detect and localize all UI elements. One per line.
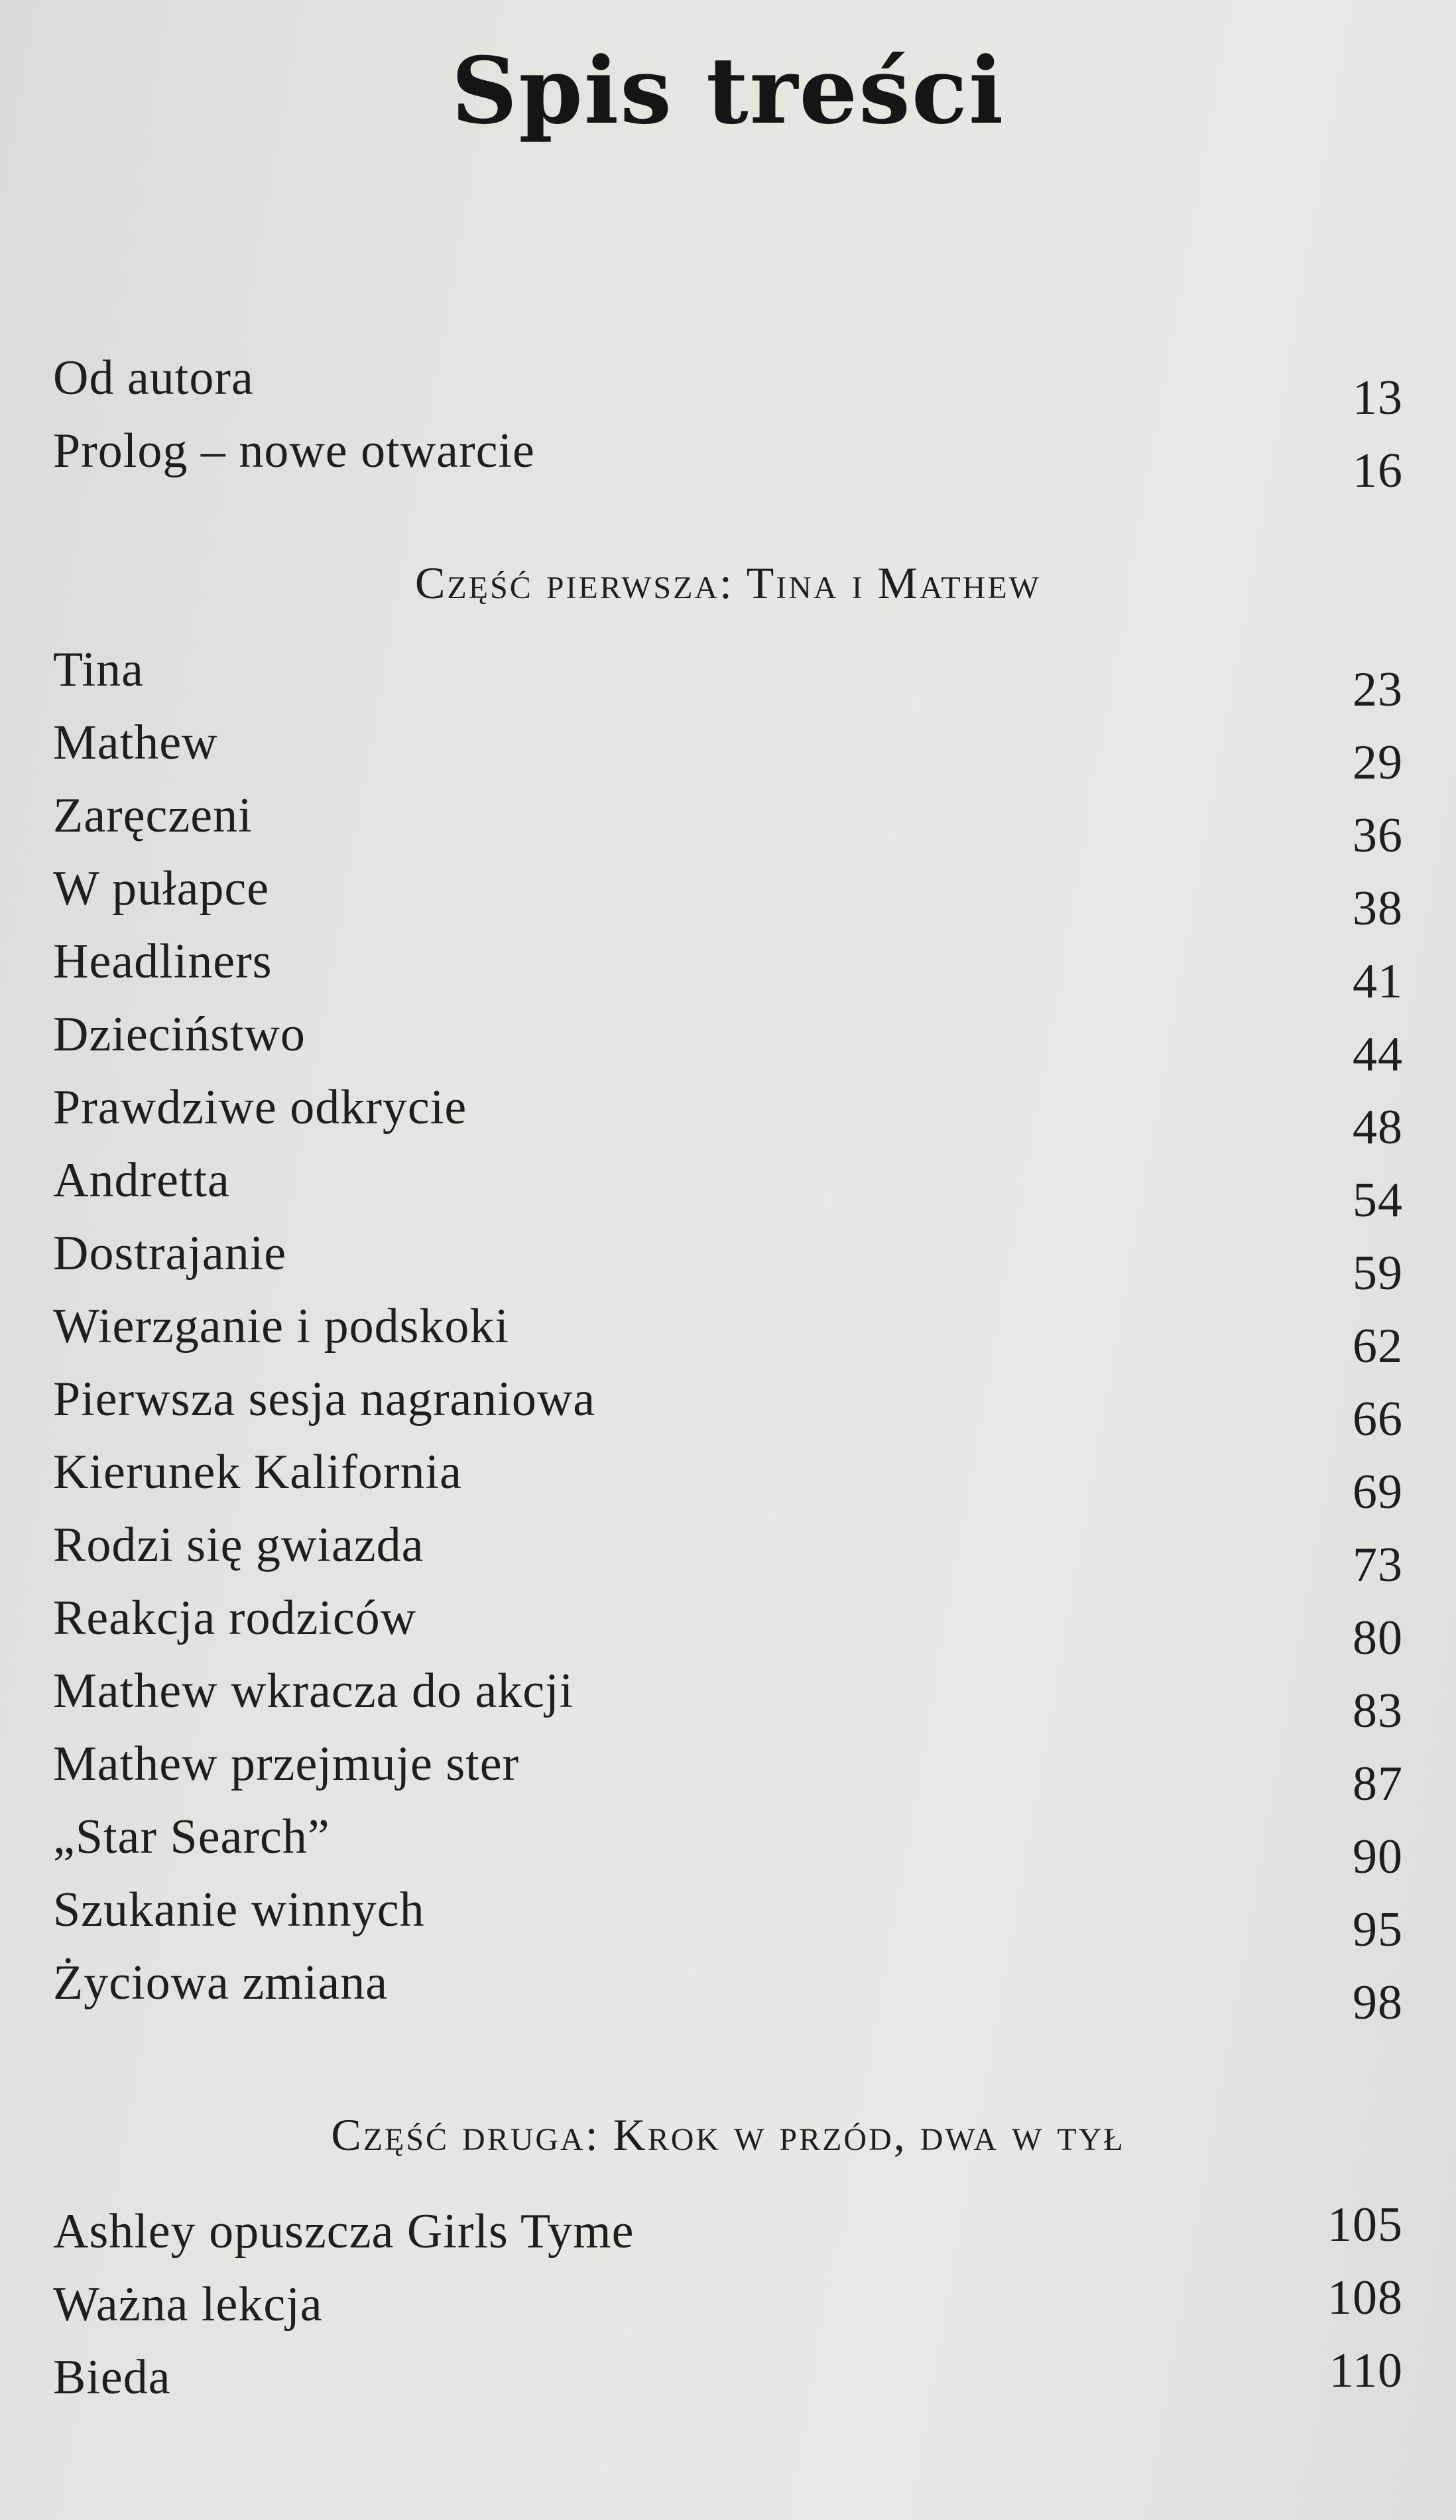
toc-entry-title: W pułapce <box>53 861 270 916</box>
toc-entry <box>53 1151 1403 1228</box>
toc-entry-page: 98 <box>1353 1976 1403 2030</box>
toc-entry-title: Dostrajanie <box>53 1226 287 1281</box>
toc-entry <box>53 1807 1403 1884</box>
toc-entry <box>53 713 1403 790</box>
toc-entry <box>53 2344 1403 2421</box>
toc-entry-title: Prolog – nowe otwarcie <box>53 424 535 478</box>
toc-entry <box>53 786 1403 863</box>
toc-entry-title: Mathew przejmuje ster <box>53 1737 520 1791</box>
toc-entry-title: Andretta <box>53 1153 230 1208</box>
toc-entry-page: 80 <box>1353 1611 1403 1665</box>
part-heading: Część druga: Krok w przód, dwa w tył <box>331 2110 1125 2160</box>
page-title: Spis treści <box>451 36 1005 145</box>
toc-entry-page: 13 <box>1353 371 1403 425</box>
toc-entry <box>53 640 1403 717</box>
toc-entry-title: Wierzganie i podskoki <box>53 1299 509 1354</box>
toc-entry-page: 48 <box>1353 1100 1403 1155</box>
toc-entry <box>53 1515 1403 1592</box>
toc-entry-page: 62 <box>1353 1319 1403 1373</box>
toc-entry-page: 90 <box>1353 1830 1403 1884</box>
toc-entry-title: Pierwsza sesja nagraniowa <box>53 1372 596 1426</box>
toc-entry-title: Życiowa zmiana <box>53 1956 389 2010</box>
toc-entry <box>53 932 1403 1009</box>
toc-entry-page: 66 <box>1353 1392 1403 1446</box>
toc-entry-title: Ważna lekcja <box>53 2277 323 2332</box>
toc-entry-page: 38 <box>1353 881 1403 936</box>
toc-entry-title: Rodzi się gwiazda <box>53 1518 424 1572</box>
toc-entry-page: 36 <box>1353 808 1403 863</box>
toc-entry <box>53 1953 1403 2030</box>
toc-entry <box>53 1078 1403 1155</box>
toc-entry-page: 29 <box>1353 735 1403 790</box>
toc-entry-page: 23 <box>1353 662 1403 717</box>
toc-entry-page: 73 <box>1353 1538 1403 1592</box>
toc-entry-page: 105 <box>1327 2198 1403 2252</box>
toc-entry <box>53 1442 1403 1519</box>
toc-entry-page: 83 <box>1353 1684 1403 1738</box>
toc-entry-title: Ashley opuszcza Girls Tyme <box>53 2204 635 2259</box>
toc-entry-title: Headliners <box>53 934 273 989</box>
toc-entry <box>53 1296 1403 1373</box>
toc-entry-title: Mathew <box>53 716 218 770</box>
toc-entry-title: Dzieciństwo <box>53 1007 306 1062</box>
toc-entry-page: 16 <box>1353 444 1403 498</box>
toc-entry-page: 87 <box>1353 1757 1403 1811</box>
toc-entry <box>53 421 1403 498</box>
toc-entry-page: 69 <box>1353 1465 1403 1519</box>
toc-entry <box>53 1369 1403 1446</box>
toc-entry-page: 95 <box>1353 1903 1403 1957</box>
toc-entry <box>53 2198 1403 2275</box>
toc-entry-page: 54 <box>1353 1173 1403 1228</box>
toc-entry-title: Tina <box>53 643 145 697</box>
toc-entry <box>53 1224 1403 1300</box>
toc-entry <box>53 2271 1403 2348</box>
toc-entry <box>53 1880 1403 1957</box>
toc-entry-title: Bieda <box>53 2350 171 2405</box>
toc-entry <box>53 1661 1403 1738</box>
toc-entry <box>53 859 1403 936</box>
toc-entry-page: 44 <box>1353 1027 1403 1082</box>
part-heading: Część pierwsza: Tina i Mathew <box>415 558 1041 608</box>
toc-entry <box>53 1734 1403 1811</box>
toc-entry-title: Szukanie winnych <box>53 1883 425 1937</box>
toc-entry-title: Mathew wkracza do akcji <box>53 1664 574 1718</box>
toc-entry-title: Prawdziwe odkrycie <box>53 1080 467 1135</box>
toc-entry <box>53 348 1403 425</box>
toc-entry-title: Reakcja rodziców <box>53 1591 417 1645</box>
toc-entry-page: 41 <box>1353 954 1403 1009</box>
toc-entry <box>53 1005 1403 1082</box>
toc-entry-page: 59 <box>1353 1246 1403 1300</box>
toc-entry-page: 110 <box>1329 2344 1403 2398</box>
toc-entry <box>53 1588 1403 1665</box>
toc-entry-title: Kierunek Kalifornia <box>53 1445 462 1499</box>
toc-entry-title: Od autora <box>53 351 254 405</box>
toc-entry-title: „Star Search” <box>53 1810 330 1864</box>
toc-entry-page: 108 <box>1327 2271 1403 2325</box>
toc-entry-title: Zaręczeni <box>53 788 253 843</box>
